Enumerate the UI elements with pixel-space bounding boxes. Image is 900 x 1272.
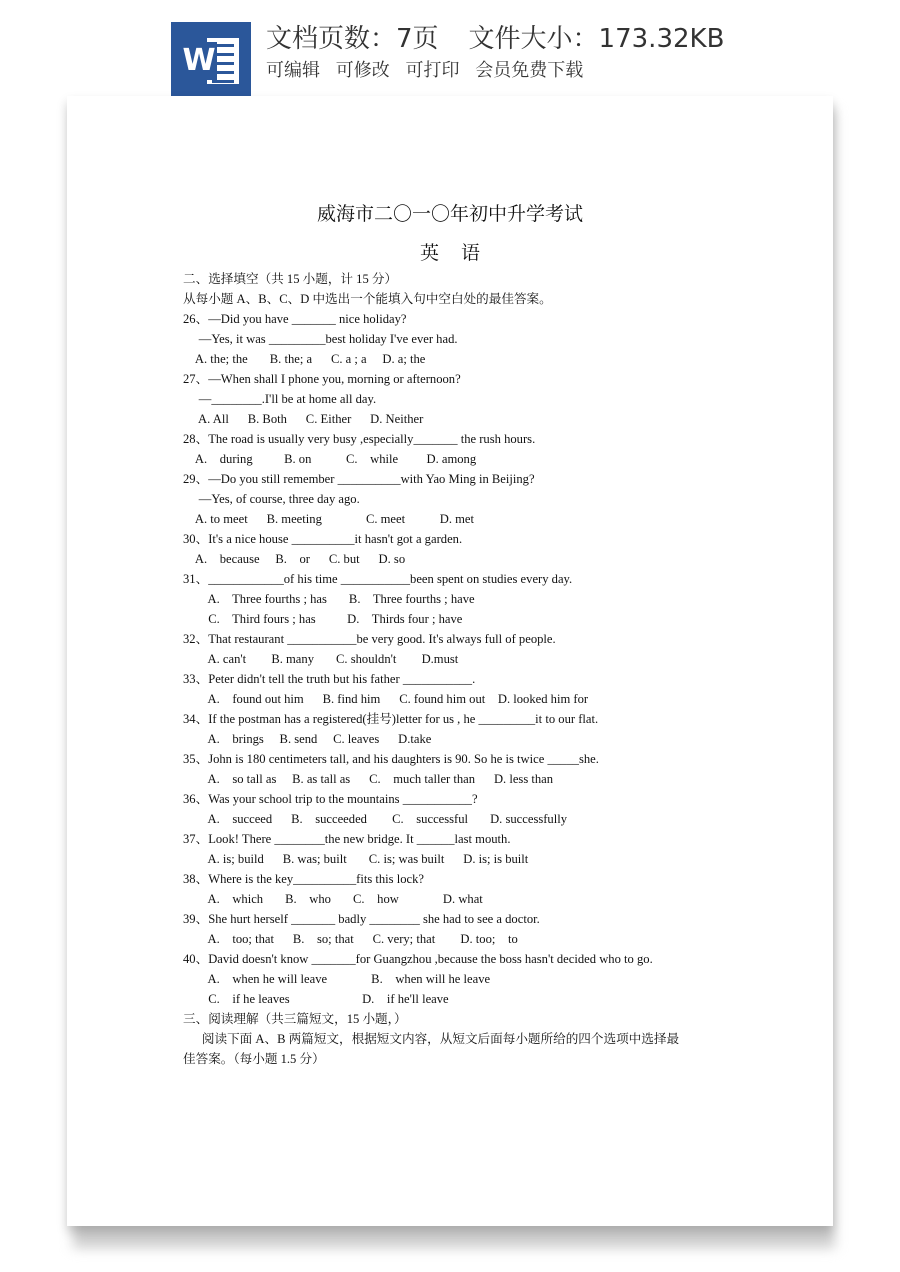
text-line: 二、选择填空（共 15 小题，计 15 分） bbox=[183, 272, 398, 286]
text-line: A. brings B. send C. leaves D.take bbox=[183, 732, 432, 746]
feature-printable: 可打印 bbox=[405, 60, 460, 81]
text-line: 佳答案。（每小题 1.5 分） bbox=[183, 1052, 325, 1066]
document-title: 威海市二〇一〇年初中升学考试 bbox=[316, 204, 583, 225]
text-line: A. the; the B. the; a C. a ; a D. a; the bbox=[183, 352, 426, 366]
text-line: A. because B. or C. but D. so bbox=[183, 552, 406, 566]
text-line: A. so tall as B. as tall as C. much taller than D. less than bbox=[183, 772, 554, 786]
text-line: A. to meet B. meeting C. meet D. met bbox=[183, 512, 475, 526]
text-line: A. succeed B. succeeded C. successful D. successfully bbox=[183, 812, 568, 826]
text-line: A. too; that B. so; that C. very; that D. too; to bbox=[183, 932, 518, 946]
text-line: A. during B. on C. while D. among bbox=[183, 452, 477, 466]
text-line: A. All B. Both C. Either D. Neither bbox=[183, 412, 424, 426]
text-line: 38、Where is the key__________fits this lock? bbox=[183, 872, 424, 886]
feature-list bbox=[266, 56, 593, 82]
text-line: 阅读下面 A、B 两篇短文，根据短文内容，从短文后面每小题所给的四个选项中选择最 bbox=[183, 1032, 680, 1046]
text-line: —Yes, it was _________best holiday I've ever had. bbox=[183, 332, 458, 346]
text-line: A. is; build B. was; built C. is; was built D. is; is built bbox=[183, 852, 529, 866]
text-line: A. Three fourths ; has B. Three fourths ; have bbox=[183, 592, 475, 606]
file-meta bbox=[266, 18, 754, 55]
text-line: 27、—When shall I phone you, morning or afternoon? bbox=[183, 372, 461, 386]
text-line: A. can't B. many C. shouldn't D.must bbox=[183, 652, 459, 666]
text-line: 33、Peter didn't tell the truth but his father ___________. bbox=[183, 672, 476, 686]
text-line: 39、She hurt herself _______ badly ________ she had to see a doctor. bbox=[183, 912, 540, 926]
text-line: 31、____________of his time ___________been spent on studies every day. bbox=[183, 572, 573, 586]
document-body bbox=[183, 269, 743, 1069]
text-line: C. Third fours ; has D. Thirds four ; have bbox=[183, 612, 463, 626]
text-line: 28、The road is usually very busy ,especially_______ the rush hours. bbox=[183, 432, 536, 446]
word-document-icon bbox=[171, 22, 251, 96]
text-line: 40、David doesn't know _______for Guangzhou ,because the boss hasn't decided who to go. bbox=[183, 952, 653, 966]
text-line: 34、If the postman has a registered(挂号)letter for us , he _________it to our flat. bbox=[183, 712, 599, 726]
icon-letter: W bbox=[182, 43, 216, 78]
text-line: 36、Was your school trip to the mountains ___________? bbox=[183, 792, 478, 806]
feature-modifiable: 可修改 bbox=[335, 60, 390, 81]
text-line: 30、It's a nice house __________it hasn't got a garden. bbox=[183, 532, 463, 546]
feature-editable: 可编辑 bbox=[266, 60, 320, 81]
text-line: A. found out him B. find him C. found him out D. looked him for bbox=[183, 692, 589, 706]
text-line: 从每小题 A、B、C、D 中选出一个能填入句中空白处的最佳答案。 bbox=[183, 292, 552, 306]
text-line: A. when he will leave B. when will he leave bbox=[183, 972, 491, 986]
text-line: 37、Look! There ________the new bridge. It ______last mouth. bbox=[183, 832, 511, 846]
text-line: 26、—Did you have _______ nice holiday? bbox=[183, 312, 407, 326]
document-subject: 英语 bbox=[419, 243, 502, 264]
feature-member-download: 会员免费下载 bbox=[475, 60, 584, 81]
text-line: —________.I'll be at home all day. bbox=[183, 392, 377, 406]
download-header bbox=[0, 0, 900, 96]
document-page bbox=[67, 96, 833, 1226]
file-size: 文件大小：173.32KB bbox=[468, 24, 725, 54]
text-line: C. if he leaves D. if he'll leave bbox=[183, 992, 449, 1006]
text-line: 32、That restaurant ___________be very good. It's always full of people. bbox=[183, 632, 556, 646]
text-line: A. which B. who C. how D. what bbox=[183, 892, 483, 906]
page-count: 文档页数：7页 bbox=[266, 24, 439, 54]
text-line: 29、—Do you still remember __________with Yao Ming in Beijing? bbox=[183, 472, 535, 486]
text-line: —Yes, of course, three day ago. bbox=[183, 492, 360, 506]
text-line: 三、阅读理解（共三篇短文，15 小题，） bbox=[183, 1012, 407, 1026]
text-line: 35、John is 180 centimeters tall, and his daughters is 90. So he is twice _____she. bbox=[183, 752, 599, 766]
